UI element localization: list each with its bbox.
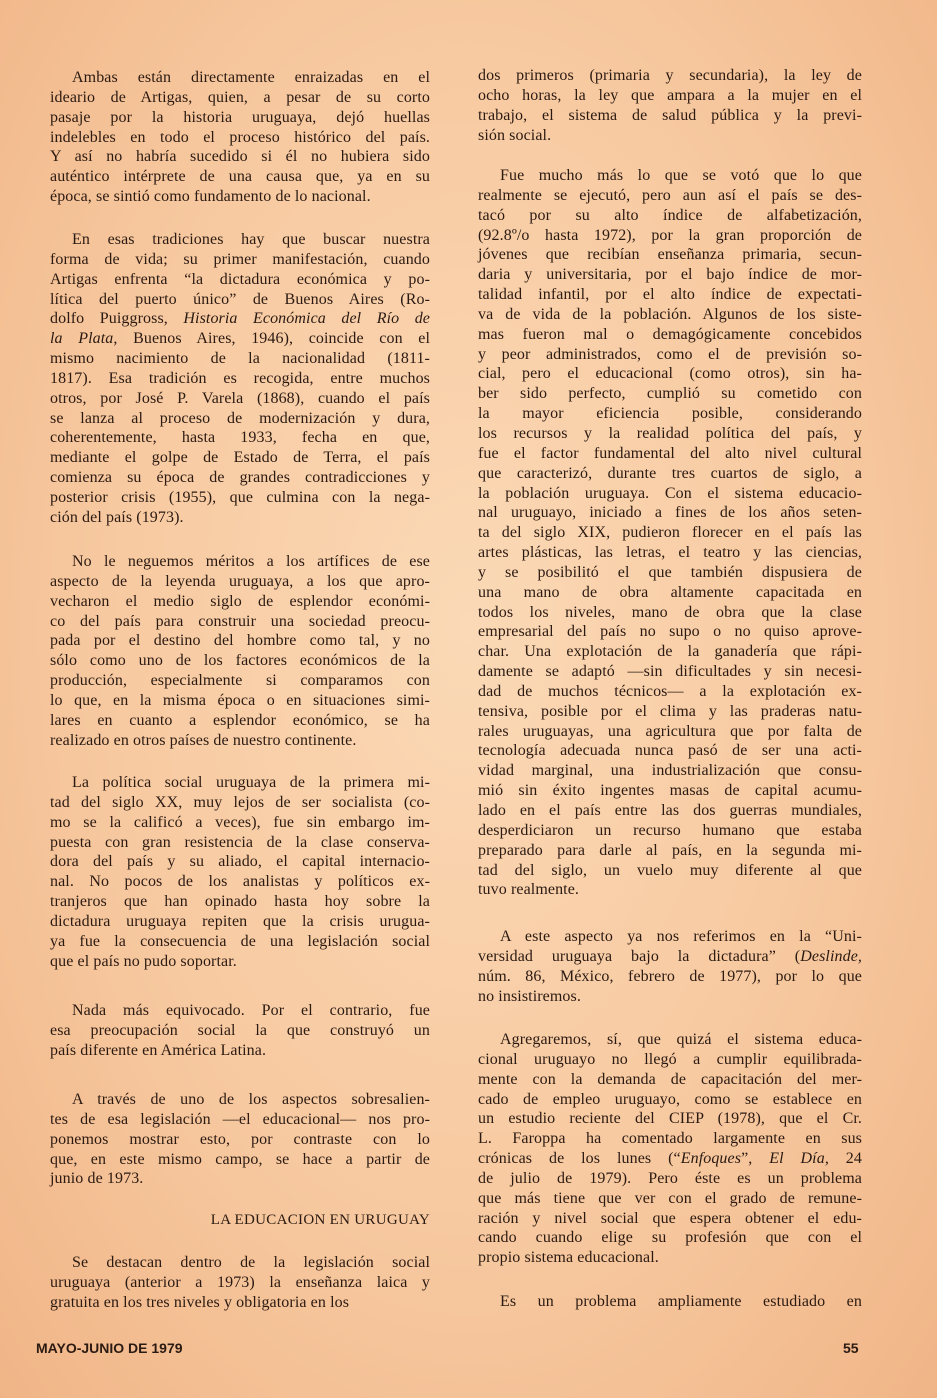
text-line: todos los niveles, mano de obra que la clase bbox=[478, 603, 862, 621]
text-line: trabajo, el sistema de salud pública y la previ- bbox=[478, 106, 862, 124]
text-line: lo que, en la misma época o en situaciones simi- bbox=[50, 691, 430, 709]
paragraph bbox=[478, 166, 862, 900]
text-line: realizado en otros países de nuestro continente. bbox=[50, 731, 357, 749]
issue-date: MAYO-JUNIO DE 1979 bbox=[36, 1340, 183, 1356]
text-line: país diferente en América Latina. bbox=[50, 1041, 267, 1059]
text-line: y se posibilitó el que también dispusiera de bbox=[478, 563, 862, 581]
text-line: rales uruguayas, una agricultura que por falta de bbox=[478, 722, 862, 740]
text-line: mió sin éxito ingentes masas de capital acumu- bbox=[478, 782, 862, 800]
text-line: mente con la demanda de capacitación del mer- bbox=[478, 1070, 862, 1088]
text-line: sólo como uno de los factores económicos de la bbox=[50, 652, 430, 670]
text-segment: crónicas de los lunes (“ bbox=[478, 1150, 681, 1168]
text-line: Y así no habría sucedido si él no hubiera sido bbox=[50, 148, 430, 166]
text-line: char. Una explotación de la ganadería que rápi- bbox=[478, 643, 862, 661]
text-line: preparado para darle al país, en la segunda mi- bbox=[478, 841, 862, 859]
text-line: Artigas enfrenta “la dictadura económica y po- bbox=[50, 270, 430, 288]
text-line: empresarial del país no supo o no quiso aprove- bbox=[478, 623, 862, 641]
text-line: tacó por su alto índice de alfabetización, bbox=[478, 206, 862, 224]
text-line: No le neguemos méritos a los artífices de ese bbox=[72, 553, 430, 570]
text-line: la mayor eficiencia posible, considerando bbox=[478, 405, 862, 423]
text-segment: ”, bbox=[741, 1150, 770, 1168]
text-line: jóvenes que recibían enseñanza primaria, secun- bbox=[478, 246, 862, 264]
text-line: talidad infantil, por el alto índice de expectati- bbox=[478, 286, 862, 304]
text-line: comienza su época de grandes contradicciones y bbox=[50, 469, 430, 487]
paragraph bbox=[478, 66, 862, 145]
text-line: un estudio reciente del CIEP (1978), que el Cr. bbox=[478, 1110, 862, 1128]
text-line: La política social uruguaya de la primera mi- bbox=[72, 774, 430, 791]
text-line: que el país no pudo soportar. bbox=[50, 952, 237, 970]
text-line: ya fue la consecuencia de una legislación social bbox=[50, 932, 430, 950]
text-line: dad de muchos técnicos— a la explotación ex- bbox=[478, 682, 862, 700]
text-line: no insistiremos. bbox=[478, 987, 581, 1005]
text-line: la población uruguaya. Con el sistema educacio- bbox=[478, 484, 862, 502]
paragraph bbox=[50, 773, 430, 971]
text-line: época, se sintió como fundamento de lo nacional. bbox=[50, 188, 371, 206]
text-line: ocho horas, la ley que ampara a la mujer en el bbox=[478, 86, 862, 104]
right-column bbox=[478, 0, 862, 1320]
italic-text: Enfoques bbox=[680, 1150, 742, 1168]
text-line: junio de 1973. bbox=[50, 1170, 144, 1188]
text-line: pada por el destino del hombre como tal, y no bbox=[50, 632, 430, 650]
italic-text: Historia Económica del Río de bbox=[183, 310, 430, 328]
text-line: Agregaremos, sí, que quizá el sistema educa- bbox=[500, 1031, 862, 1048]
text-line: artes plásticas, las letras, el teatro y las ciencias, bbox=[478, 544, 862, 562]
italic-text: Deslinde, bbox=[800, 947, 862, 965]
page-number: 55 bbox=[843, 1340, 859, 1356]
text-line: los recursos y la realidad política del país, y bbox=[478, 424, 862, 442]
text-line: esa preocupación social la que construyó un bbox=[50, 1021, 430, 1039]
text-line: uruguaya (anterior a 1973) la enseñanza laica y bbox=[50, 1273, 430, 1291]
paragraph bbox=[50, 1001, 430, 1061]
text-line: Nada más equivocado. Por el contrario, fue bbox=[72, 1002, 430, 1019]
text-line: cado de empleo uruguayo, como se establece en bbox=[478, 1090, 862, 1108]
text-line: tuvo realmente. bbox=[478, 881, 580, 899]
text-line: que caracterizó, durante tres cuartos de siglo, a bbox=[478, 464, 862, 482]
text-line: indelebles en todo el proceso histórico del país. bbox=[50, 128, 430, 146]
text-line: y peor administrados, como el de previsión so- bbox=[478, 345, 862, 363]
text-line: nal. No pocos de los analistas y políticos ex- bbox=[50, 873, 430, 891]
text-line: posterior crisis (1955), que culmina con la nega- bbox=[50, 488, 430, 506]
text-line: mediante el golpe de Estado de Terra, el país bbox=[50, 449, 430, 467]
text-line: propio sistema educacional. bbox=[478, 1249, 659, 1267]
text-line: cando cuando elige su profesión que con el bbox=[478, 1229, 862, 1247]
text-line: (92.8º/o hasta 1972), por la gran proporción de bbox=[478, 226, 862, 244]
text-line: L. Faroppa ha comentado largamente en sus bbox=[478, 1130, 862, 1148]
text-line: ponemos mostrar esto, por contraste con lo bbox=[50, 1130, 430, 1148]
text-line: Ambas están directamente enraizadas en el bbox=[72, 69, 430, 86]
text-line: forma de vida; su primer manifestación, cuando bbox=[50, 250, 430, 268]
text-line: cional uruguayo no llegó a cumplir equilibrada- bbox=[478, 1050, 862, 1068]
text-line: se lanza al proceso de modernización y dura, bbox=[50, 409, 430, 427]
paragraph bbox=[478, 927, 862, 1006]
section-heading: LA EDUCACION EN URUGUAY bbox=[210, 1212, 430, 1228]
italic-text: la Plata bbox=[50, 330, 114, 348]
text-line: vidad marginal, una industrialización que consu- bbox=[478, 762, 862, 780]
text-line: damente se adaptó —sin dificultades y sin necesi- bbox=[478, 663, 862, 681]
text-line: ta del siglo XIX, pudieron florecer en el país las bbox=[478, 524, 862, 542]
text-line: dos primeros (primaria y secundaria), la ley de bbox=[478, 67, 862, 84]
text-line: daria y universitaria, por el bajo índice de mor- bbox=[478, 266, 862, 284]
paragraph bbox=[50, 1090, 430, 1189]
text-line: En esas tradiciones hay que buscar nuestra bbox=[72, 231, 430, 248]
text-line: lares en cuanto a esplendor económico, se ha bbox=[50, 711, 430, 729]
text-line: sión social. bbox=[478, 126, 552, 144]
text-line bbox=[478, 1149, 862, 1169]
text-line: pasaje por la historia uruguaya, dejó huellas bbox=[50, 108, 430, 126]
text-line: aspecto de la leyenda uruguaya, a los que apro- bbox=[50, 572, 430, 590]
text-line: tad del siglo, un vuelo muy diferente al que bbox=[478, 861, 862, 879]
paragraph bbox=[50, 552, 430, 750]
text-line: tes de esa legislación —el educacional— nos pro- bbox=[50, 1110, 430, 1128]
text-line: cial, pero el educacional (como otros), sin ha- bbox=[478, 365, 862, 383]
text-line: Se destacan dentro de la legislación social bbox=[72, 1254, 430, 1271]
text-line: A través de uno de los aspectos sobresalien- bbox=[72, 1091, 430, 1108]
text-line: que, en este mismo campo, se hace a partir de bbox=[50, 1150, 430, 1168]
text-line: desperdiciaron un recurso humano que estaba bbox=[478, 821, 862, 839]
text-line: realmente se ejecutó, pero aun así el país se des- bbox=[478, 186, 862, 204]
text-line: tensiva, posible por el clima y las praderas natu- bbox=[478, 702, 862, 720]
paragraph bbox=[478, 1030, 862, 1268]
text-line: co del país para construir una sociedad preocu- bbox=[50, 612, 430, 630]
text-line: tecnología adecuada nunca pasó de ser una acti- bbox=[478, 742, 862, 760]
text-line: nal uruguayo, iniciado a fines de los años seten- bbox=[478, 504, 862, 522]
text-line: gratuita en los tres niveles y obligatoria en los bbox=[50, 1293, 350, 1311]
text-line: A este aspecto ya nos referimos en la “Uni- bbox=[500, 928, 862, 945]
paragraph bbox=[50, 230, 430, 528]
text-line bbox=[478, 947, 862, 967]
text-line: dictadura uruguaya repiten que la crisis urugua- bbox=[50, 912, 430, 930]
text-line: fue el factor fundamental del alto nivel cultural bbox=[478, 444, 862, 462]
text-line: núm. 86, México, febrero de 1977), por lo que bbox=[478, 967, 862, 985]
paragraph bbox=[478, 1292, 862, 1312]
text-line: Fue mucho más lo que se votó que lo que bbox=[500, 167, 862, 184]
text-line: auténtico intérprete de una causa que, ya en su bbox=[50, 168, 430, 186]
text-line: 1817). Esa tradición es recogida, entre muchos bbox=[50, 369, 430, 387]
text-line: otros, por José P. Varela (1868), cuando el país bbox=[50, 389, 430, 407]
text-line: tad del siglo XX, muy lejos de ser socialista (co- bbox=[50, 793, 430, 811]
text-line: ideario de Artigas, quien, a pesar de su corto bbox=[50, 88, 430, 106]
text-line: lítica del puerto único” de Buenos Aires (Ro- bbox=[50, 290, 430, 308]
text-line: dora del país y su aliado, el capital internacio- bbox=[50, 853, 430, 871]
text-line: ración y nivel social que espera obtener el edu- bbox=[478, 1209, 862, 1227]
text-line: puesta con gran resistencia de la clase conserva- bbox=[50, 833, 430, 851]
text-line: mo se la calificó a veces), fue sin embargo im- bbox=[50, 813, 430, 831]
text-line: tranjeros que han opinado hasta hoy sobre la bbox=[50, 893, 430, 911]
text-line: de julio de 1979). Pero éste es un problema bbox=[478, 1169, 862, 1187]
text-line: ción del país (1973). bbox=[50, 508, 184, 526]
text-segment: , 24 bbox=[824, 1150, 862, 1168]
text-line: vecharon el medio siglo de esplendor económi- bbox=[50, 592, 430, 610]
text-line: mismo nacimiento de la nacionalidad (1811- bbox=[50, 350, 430, 368]
text-line: va de vida de la población. Algunos de los siste- bbox=[478, 305, 862, 323]
text-line: ber sido perfecto, cumplió su cometido con bbox=[478, 385, 862, 403]
left-column bbox=[50, 0, 430, 1320]
text-line: coherentemente, hasta 1933, fecha en que, bbox=[50, 429, 430, 447]
text-segment: dolfo Puiggross, bbox=[50, 310, 184, 328]
paragraph bbox=[50, 1253, 430, 1313]
text-line: una mano de obra altamente capacitada en bbox=[478, 583, 862, 601]
text-line bbox=[50, 329, 430, 349]
text-line: lado en el país entre las dos guerras mundiales, bbox=[478, 802, 862, 819]
text-line: producción, especialmente si comparamos con bbox=[50, 672, 430, 690]
text-line: que más tiene que ver con el grado de remune- bbox=[478, 1189, 862, 1207]
italic-text: El Día bbox=[769, 1150, 825, 1168]
text-line: mas fueron mal o demagógicamente concebidos bbox=[478, 325, 862, 343]
paragraph bbox=[50, 68, 430, 207]
text-line bbox=[50, 309, 430, 329]
text-segment: , Buenos Aires, 1946), coincide con el bbox=[113, 330, 430, 348]
text-line: Es un problema ampliamente estudiado en bbox=[500, 1293, 862, 1310]
text-segment: versidad uruguaya bajo la dictadura” ( bbox=[478, 947, 801, 965]
